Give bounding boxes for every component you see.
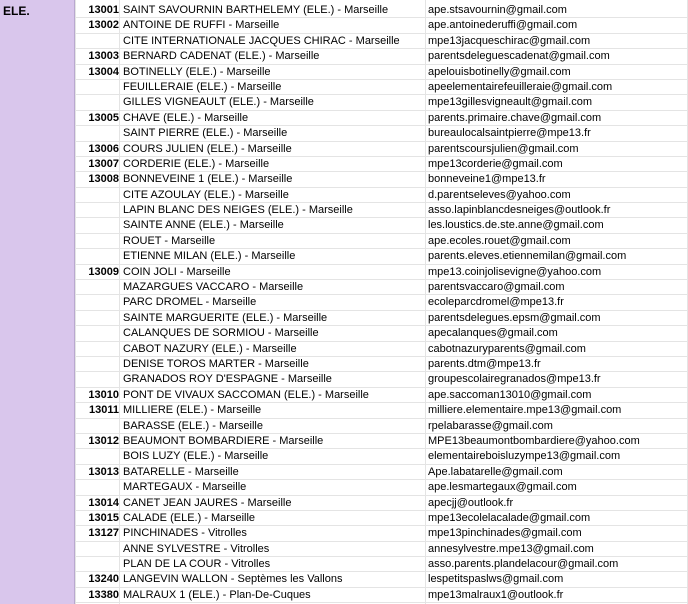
table-row [75, 588, 688, 603]
table-row [75, 526, 688, 541]
table-row [75, 49, 688, 64]
email-cell[interactable]: bonneveine1@mpe13.fr [428, 173, 546, 186]
school-name-cell[interactable]: CANET JEAN JAURES - Marseille [123, 496, 292, 509]
table-row [75, 265, 688, 280]
email-cell[interactable]: MPE13beaumontbombardiere@yahoo.com [428, 434, 640, 447]
table-row [75, 218, 688, 233]
table-row [75, 326, 688, 341]
email-cell[interactable]: les.loustics.de.ste.anne@gmail.com [428, 219, 604, 232]
school-name-cell[interactable]: ANTOINE DE RUFFI - Marseille [123, 19, 280, 32]
table-row [75, 188, 688, 203]
postal-code-cell[interactable]: 13013 [88, 465, 119, 478]
school-name-cell[interactable]: CORDERIE (ELE.) - Marseille [123, 157, 270, 170]
school-name-cell[interactable]: FEUILLERAIE (ELE.) - Marseille [123, 80, 282, 93]
email-cell[interactable]: parents.dtm@mpe13.fr [428, 357, 541, 370]
table-row [75, 280, 688, 295]
table-row [75, 511, 688, 526]
postal-code-cell[interactable]: 13380 [88, 588, 119, 601]
table-row [75, 203, 688, 218]
table-row [75, 172, 688, 187]
email-cell[interactable]: mpe13.coinjolisevigne@yahoo.com [428, 265, 602, 278]
table-row [75, 34, 688, 49]
email-cell[interactable]: elementaireboisluzympe13@gmail.com [428, 450, 621, 463]
postal-code-cell[interactable]: 13127 [88, 527, 119, 540]
school-name-cell[interactable]: LAPIN BLANC DES NEIGES (ELE.) - Marseille [123, 204, 353, 217]
table-row [75, 342, 688, 357]
email-cell[interactable]: cabotnazuryparents@gmail.com [428, 342, 586, 355]
school-name-cell[interactable]: SAINT SAVOURNIN BARTHELEMY (ELE.) - Marseille [123, 4, 389, 16]
school-name-cell[interactable]: GRANADOS ROY D'ESPAGNE - Marseille [123, 373, 332, 386]
email-cell[interactable]: Ape.labatarelle@gmail.com [428, 465, 563, 478]
category-cell[interactable] [0, 0, 75, 604]
school-name-cell[interactable]: CALADE (ELE.) - Marseille [123, 511, 256, 524]
school-name-cell[interactable]: CALANQUES DE SORMIOU - Marseille [123, 327, 319, 340]
school-name-cell[interactable]: MARTEGAUX - Marseille [123, 481, 247, 494]
school-name-cell[interactable]: BOTINELLY (ELE.) - Marseille [123, 65, 271, 78]
postal-code-cell[interactable]: 13009 [88, 265, 119, 278]
school-name-cell[interactable]: BATARELLE - Marseille [123, 465, 239, 478]
postal-code-cell[interactable]: 13008 [88, 173, 119, 186]
email-cell[interactable]: mpe13pinchinades@gmail.com [428, 527, 582, 540]
table-row [75, 542, 688, 557]
email-cell[interactable]: ape.ecoles.rouet@gmail.com [428, 234, 571, 247]
school-name-cell[interactable]: CITE INTERNATIONALE JACQUES CHIRAC - Marseille [123, 34, 400, 47]
table-row [75, 311, 688, 326]
postal-code-cell[interactable]: 13007 [88, 157, 119, 170]
school-name-cell[interactable]: ROUET - Marseille [123, 234, 216, 247]
email-cell[interactable]: ecoleparcdromel@mpe13.fr [428, 296, 564, 309]
table-row [75, 111, 688, 126]
postal-code-cell[interactable]: 13012 [88, 434, 119, 447]
school-name-cell[interactable]: PARC DROMEL - Marseille [123, 296, 257, 309]
table-row [75, 449, 688, 464]
table-row [75, 480, 688, 495]
postal-code-cell[interactable]: 13005 [88, 111, 119, 124]
category-label: ELE. [3, 4, 30, 18]
table-row [75, 126, 688, 141]
postal-code-cell[interactable]: 13015 [88, 511, 119, 524]
school-name-cell[interactable]: MAZARGUES VACCARO - Marseille [123, 281, 304, 294]
postal-code-cell[interactable]: 13010 [88, 388, 119, 401]
table-row [75, 157, 688, 172]
table-row [75, 95, 688, 110]
school-name-cell[interactable]: PLAN DE LA COUR - Vitrolles [123, 558, 271, 571]
school-name-cell[interactable]: COURS JULIEN (ELE.) - Marseille [123, 142, 292, 155]
postal-code-cell[interactable]: 13003 [88, 50, 119, 63]
school-name-cell[interactable]: BOIS LUZY (ELE.) - Marseille [123, 450, 269, 463]
school-name-cell[interactable]: LANGEVIN WALLON - Septèmes les Vallons [123, 573, 343, 586]
email-cell[interactable]: milliere.elementaire.mpe13@gmail.com [428, 404, 622, 417]
school-name-cell[interactable]: ETIENNE MILAN (ELE.) - Marseille [123, 250, 296, 263]
postal-code-cell[interactable]: 13240 [88, 573, 119, 586]
school-name-cell[interactable]: SAINT PIERRE (ELE.) - Marseille [123, 127, 288, 140]
table-row [75, 434, 688, 449]
table-row [75, 403, 688, 418]
email-cell[interactable]: parentsdelegues.epsm@gmail.com [428, 311, 601, 324]
table-row [75, 372, 688, 387]
email-cell[interactable]: parents.eleves.etiennemilan@gmail.com [428, 250, 627, 263]
table-row [75, 80, 688, 95]
email-cell[interactable]: ape.antoinederuffi@gmail.com [428, 19, 578, 32]
school-name-cell[interactable]: MILLIERE (ELE.) - Marseille [123, 404, 262, 417]
email-cell[interactable]: parents.primaire.chave@gmail.com [428, 111, 602, 124]
email-cell[interactable]: mpe13jacqueschirac@gmail.com [428, 34, 591, 47]
table-row [75, 557, 688, 572]
email-cell[interactable]: apeelementairefeuilleraie@gmail.com [428, 80, 613, 93]
postal-code-cell[interactable]: 13002 [88, 19, 119, 32]
school-name-cell[interactable]: BARASSE (ELE.) - Marseille [123, 419, 263, 432]
email-cell[interactable]: apecjj@outlook.fr [428, 496, 514, 509]
table-row [75, 234, 688, 249]
email-cell[interactable]: mpe13malraux1@outlook.fr [428, 588, 564, 601]
email-cell[interactable]: groupescolairegranados@mpe13.fr [428, 373, 601, 386]
school-name-cell[interactable]: SAINTE ANNE (ELE.) - Marseille [123, 219, 284, 232]
email-cell[interactable]: mpe13ecolelacalade@gmail.com [428, 511, 591, 524]
school-name-cell[interactable]: CABOT NAZURY (ELE.) - Marseille [123, 342, 297, 355]
email-cell[interactable]: ape.stsavournin@gmail.com [428, 4, 567, 16]
table-row [75, 249, 688, 264]
school-name-cell[interactable]: BEAUMONT BOMBARDIERE - Marseille [123, 434, 324, 447]
email-cell[interactable]: mpe13gillesvigneault@gmail.com [428, 96, 593, 109]
table-row [75, 295, 688, 310]
table-row [75, 3, 688, 18]
email-cell[interactable]: ape.lesmartegaux@gmail.com [428, 481, 577, 494]
school-name-cell[interactable]: GILLES VIGNEAULT (ELE.) - Marseille [123, 96, 314, 109]
email-cell[interactable]: parentscoursjulien@gmail.com [428, 142, 579, 155]
email-cell[interactable]: asso.parents.plandelacour@gmail.com [428, 558, 619, 571]
email-cell[interactable]: apelouisbotinelly@gmail.com [428, 65, 571, 78]
school-name-cell[interactable]: SAINTE MARGUERITE (ELE.) - Marseille [123, 311, 328, 324]
table-row [75, 65, 688, 80]
email-cell[interactable]: asso.lapinblancdesneiges@outlook.fr [428, 204, 611, 217]
email-cell[interactable]: lespetitspaslws@gmail.com [428, 573, 564, 586]
school-name-cell[interactable]: BONNEVEINE 1 (ELE.) - Marseille [123, 173, 293, 186]
table-row [75, 18, 688, 33]
table-row [75, 388, 688, 403]
table-row [75, 572, 688, 587]
email-cell[interactable]: bureaulocalsaintpierre@mpe13.fr [428, 127, 591, 140]
postal-code-cell[interactable]: 13001 [88, 4, 119, 16]
school-name-cell[interactable]: CHAVE (ELE.) - Marseille [123, 111, 249, 124]
email-cell[interactable]: annesylvestre.mpe13@gmail.com [428, 542, 594, 555]
postal-code-cell[interactable]: 13006 [88, 142, 119, 155]
email-cell[interactable]: rpelabarasse@gmail.com [428, 419, 553, 432]
email-cell[interactable]: mpe13corderie@gmail.com [428, 157, 563, 170]
table-row [75, 496, 688, 511]
school-name-cell[interactable]: COIN JOLI - Marseille [123, 265, 231, 278]
table-rows [75, 3, 688, 603]
table-row [75, 419, 688, 434]
school-name-cell[interactable]: DENISE TOROS MARTER - Marseille [123, 357, 309, 370]
school-name-cell[interactable]: ANNE SYLVESTRE - Vitrolles [123, 542, 270, 555]
email-cell[interactable]: parentsdeleguescadenat@gmail.com [428, 50, 610, 63]
postal-code-cell[interactable]: 13011 [89, 404, 119, 417]
postal-code-cell[interactable]: 13014 [88, 496, 119, 509]
school-name-cell[interactable]: PINCHINADES - Vitrolles [123, 527, 247, 540]
school-name-cell[interactable]: MALRAUX 1 (ELE.) - Plan-De-Cuques [123, 588, 311, 601]
table-row [75, 465, 688, 480]
email-cell[interactable]: apecalanques@gmail.com [428, 327, 558, 340]
table-row [75, 357, 688, 372]
school-name-cell[interactable]: PONT DE VIVAUX SACCOMAN (ELE.) - Marseille [123, 388, 369, 401]
email-cell[interactable]: d.parentseleves@yahoo.com [428, 188, 571, 201]
email-cell[interactable]: ape.saccoman13010@gmail.com [428, 388, 592, 401]
school-name-cell[interactable]: CITE AZOULAY (ELE.) - Marseille [123, 188, 289, 201]
school-name-cell[interactable]: BERNARD CADENAT (ELE.) - Marseille [123, 50, 320, 63]
postal-code-cell[interactable]: 13004 [88, 65, 119, 78]
email-cell[interactable]: parentsvaccaro@gmail.com [428, 281, 565, 294]
table-row [75, 142, 688, 157]
